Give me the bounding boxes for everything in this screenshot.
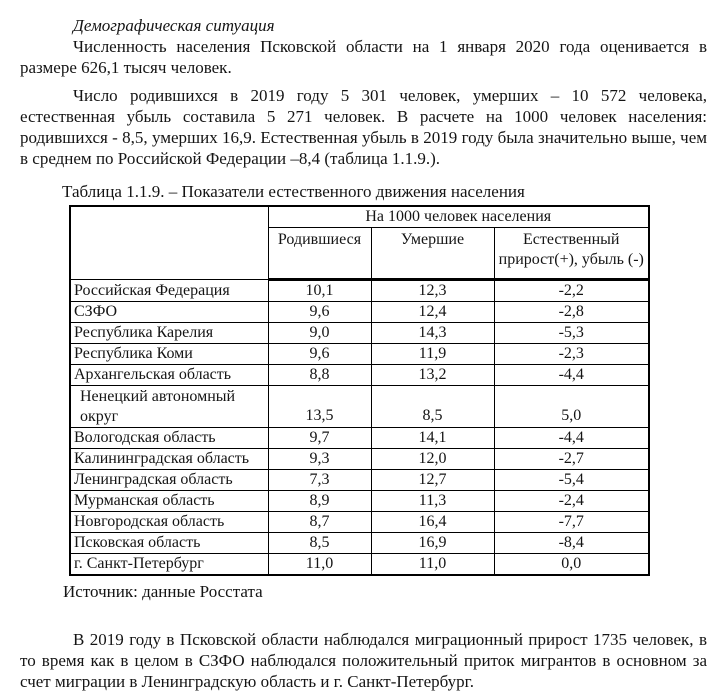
value-cell: 12,7 (371, 470, 494, 491)
value-cell: -2,4 (494, 491, 649, 512)
value-cell: 13,5 (268, 386, 371, 428)
value-cell: -2,8 (494, 302, 649, 323)
table-row (70, 491, 649, 512)
value-cell: 11,0 (371, 554, 494, 576)
region-cell: Ленинградская область (70, 470, 268, 491)
demographics-table (69, 205, 650, 576)
column-header-died: Умершие (371, 228, 494, 280)
value-cell: 16,9 (371, 533, 494, 554)
table-body (70, 280, 649, 576)
table-row (70, 470, 649, 491)
table-row (70, 554, 649, 576)
value-cell: -2,7 (494, 449, 649, 470)
value-cell: 9,0 (268, 323, 371, 344)
table-header-group-row (70, 206, 649, 228)
table-row (70, 386, 649, 428)
value-cell: 11,3 (371, 491, 494, 512)
corner-cell (70, 206, 268, 280)
value-cell: 8,5 (268, 533, 371, 554)
value-cell: -4,4 (494, 365, 649, 386)
value-cell: 9,6 (268, 344, 371, 365)
column-header-increase: Естественный прирост(+), убыль (-) (494, 228, 649, 280)
value-cell: -5,3 (494, 323, 649, 344)
region-cell: Псковская область (70, 533, 268, 554)
value-cell: -2,2 (494, 280, 649, 302)
value-cell: 0,0 (494, 554, 649, 576)
value-cell: 11,0 (268, 554, 371, 576)
region-cell: Новгородская область (70, 512, 268, 533)
section-heading: Демографическая ситуация (73, 16, 275, 35)
value-cell: -4,4 (494, 428, 649, 449)
value-cell: 10,1 (268, 280, 371, 302)
value-cell: 11,9 (371, 344, 494, 365)
value-cell: -8,4 (494, 533, 649, 554)
table-row (70, 533, 649, 554)
value-cell: 8,9 (268, 491, 371, 512)
region-cell: Архангельская область (70, 365, 268, 386)
region-cell: Калининградская область (70, 449, 268, 470)
value-cell: -2,3 (494, 344, 649, 365)
value-cell: -7,7 (494, 512, 649, 533)
value-cell: 7,3 (268, 470, 371, 491)
value-cell: 16,4 (371, 512, 494, 533)
table-row (70, 323, 649, 344)
table-row (70, 302, 649, 323)
value-cell: 12,4 (371, 302, 494, 323)
value-cell: 5,0 (494, 386, 649, 428)
region-cell: г. Санкт-Петербург (70, 554, 268, 576)
value-cell: 8,8 (268, 365, 371, 386)
region-cell: Мурманская область (70, 491, 268, 512)
value-cell: 12,0 (371, 449, 494, 470)
table-row (70, 428, 649, 449)
paragraph-population: Численность населения Псковской области на 1 января 2020 года оценивается в размере 626,1 тысяч человек. (20, 37, 707, 77)
region-cell: СЗФО (70, 302, 268, 323)
value-cell: 9,3 (268, 449, 371, 470)
table-row (70, 365, 649, 386)
paragraph-births-deaths: Число родившихся в 2019 году 5 301 человек, умерших – 10 572 человека, естественная убыль составила 5 271 человек. В расчете на 1000 человек населения: родившихся - 8,5, умерших 16,9. Естественная убыль в 2019 году была значительно выше, чем в среднем по Российской Федерации –8,4 (таблица 1.1.9.). (20, 86, 707, 168)
table-row (70, 512, 649, 533)
region-cell: Российская Федерация (70, 280, 268, 302)
region-cell: Республика Карелия (70, 323, 268, 344)
source-note: Источник: данные Росстата (63, 582, 263, 601)
region-cell: Ненецкий автономный округ (70, 386, 268, 428)
value-cell: 13,2 (371, 365, 494, 386)
value-cell: 14,1 (371, 428, 494, 449)
table-caption: Таблица 1.1.9. – Показатели естественного движения населения (62, 182, 525, 201)
value-cell: 14,3 (371, 323, 494, 344)
value-cell: -5,4 (494, 470, 649, 491)
value-cell: 12,3 (371, 280, 494, 302)
table-row (70, 344, 649, 365)
region-cell: Республика Коми (70, 344, 268, 365)
column-header-born: Родившиеся (268, 228, 371, 280)
paragraph-migration: В 2019 году в Псковской области наблюдался миграционный прирост 1735 человек, в то время как в целом в СЗФО наблюдался положительный приток мигрантов в основном за счет миграции в Ленинградскую область и г. Санкт-Петербург. (20, 630, 707, 691)
value-cell: 9,7 (268, 428, 371, 449)
value-cell: 9,6 (268, 302, 371, 323)
group-header-cell: На 1000 человек населения (268, 206, 649, 228)
value-cell: 8,5 (371, 386, 494, 428)
table-row (70, 449, 649, 470)
value-cell: 8,7 (268, 512, 371, 533)
region-cell: Вологодская область (70, 428, 268, 449)
table-row (70, 280, 649, 302)
